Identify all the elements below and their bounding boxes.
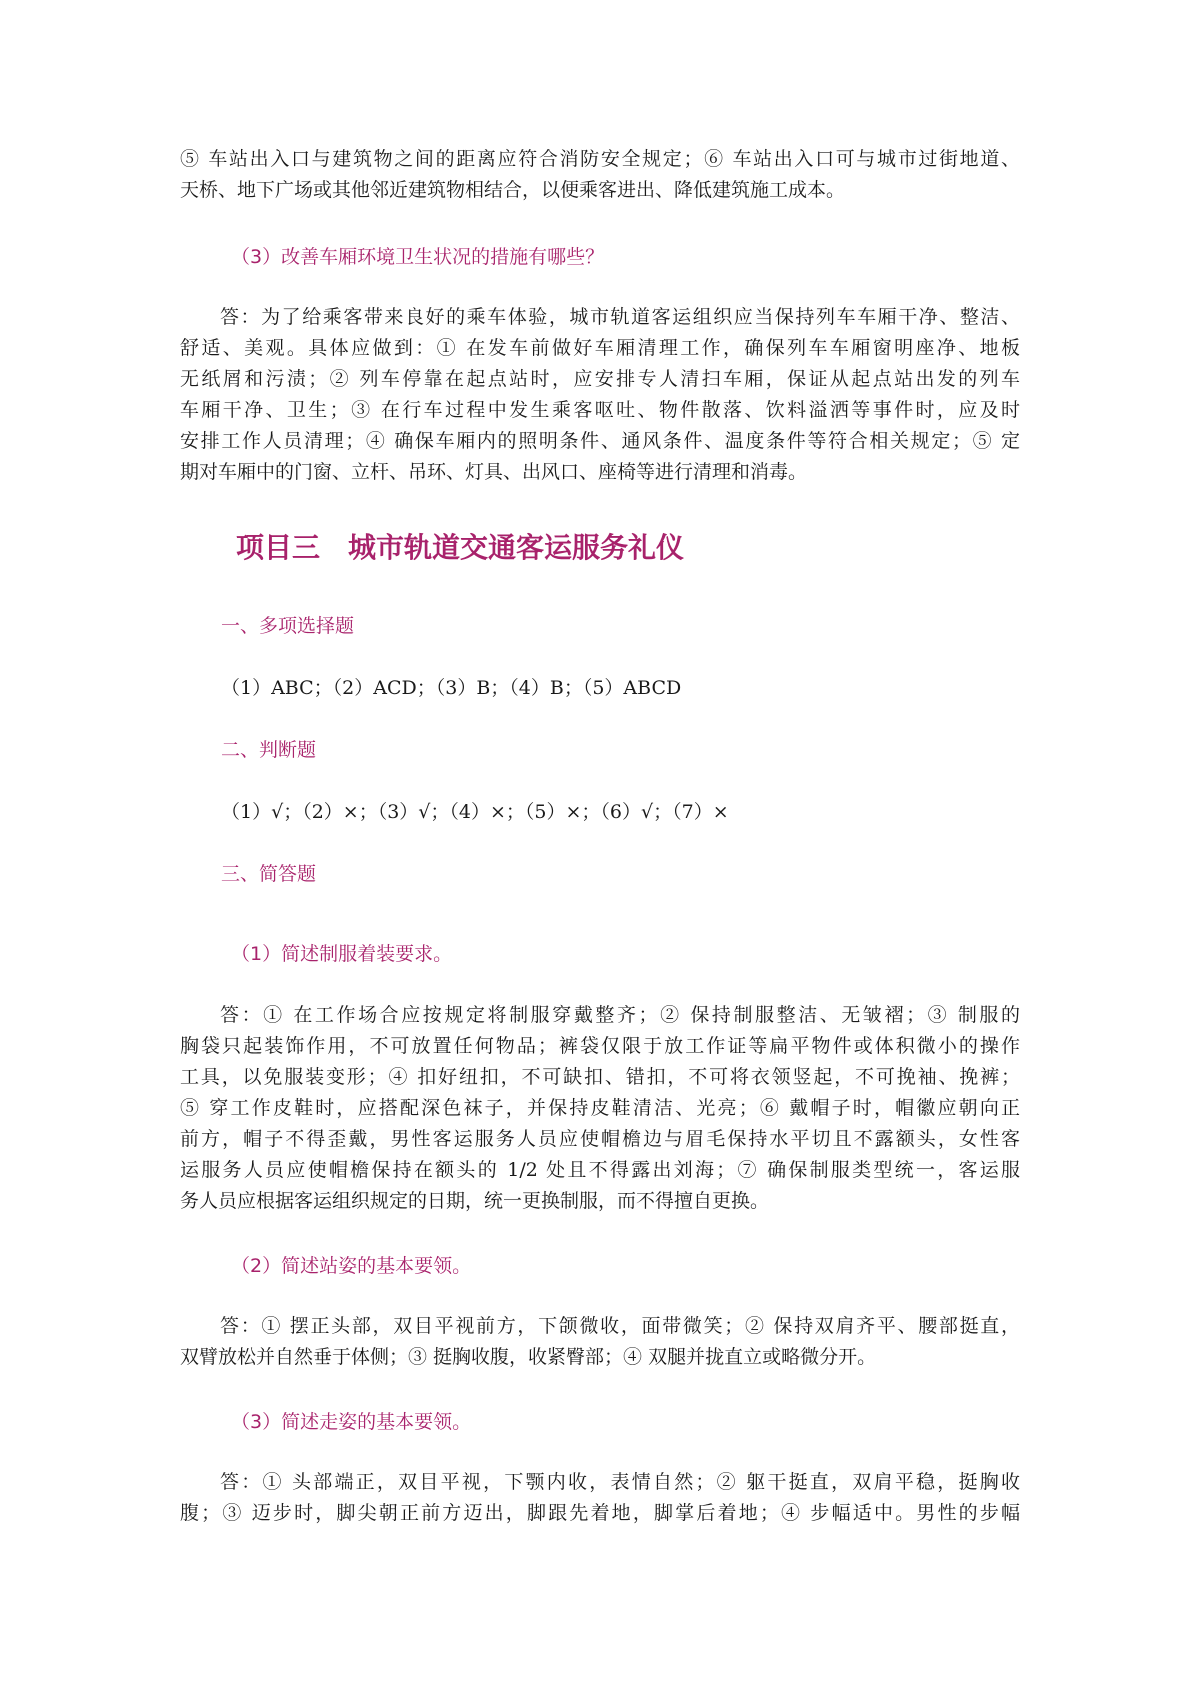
answer-paragraph-walking [180,1467,1020,1529]
question-heading-standing: （2）简述站姿的基本要领。 [231,1255,472,1277]
section-heading-multiple-choice: 一、多项选择题 [221,615,355,637]
text-line: 舒适、美观。具体应做到：① 在发车前做好车厢清理工作，确保列车车厢窗明座净、地板 [180,337,1020,359]
text-line: 答：① 在工作场合应按规定将制服穿戴整齐；② 保持制服整洁、无皱褶；③ 制服的 [220,1004,1020,1026]
text-line: 前方，帽子不得歪戴，男性客运服务人员应使帽檐边与眉毛保持水平切且不露额头，女性客 [180,1128,1020,1150]
text-line: 务人员应根据客运组织规定的日期，统一更换制服，而不得擅自更换。 [180,1190,770,1212]
text-line: 车厢干净、卫生；③ 在行车过程中发生乘客呕吐、物件散落、饮料溢洒等事件时，应及时 [180,399,1020,421]
text-line: 答：① 摆正头部，双目平视前方，下颌微收，面带微笑；② 保持双肩齐平、腰部挺直， [220,1315,1020,1337]
multiple-choice-answers: （1）ABC；（2）ACD；（3）B；（4）B；（5）ABCD [221,677,682,699]
text-line: 工具，以免服装变形；④ 扣好纽扣，不可缺扣、错扣，不可将衣领竖起，不可挽袖、挽裤； [180,1066,1020,1088]
text-line: 安排工作人员清理；④ 确保车厢内的照明条件、通风条件、温度条件等符合相关规定；⑤ 定 [180,430,1020,452]
text-line: ⑤ 穿工作皮鞋时，应搭配深色袜子，并保持皮鞋清洁、光亮；⑥ 戴帽子时，帽徽应朝向正 [180,1097,1020,1119]
question-heading-3: （3）改善车厢环境卫生状况的措施有哪些？ [231,246,605,268]
text-line: 期对车厢中的门窗、立杆、吊环、灯具、出风口、座椅等进行清理和消毒。 [180,461,808,483]
text-line: 无纸屑和污渍；② 列车停靠在起点站时，应安排专人清扫车厢，保证从起点站出发的列车 [180,368,1020,390]
question-heading-uniform: （1）简述制服着装要求。 [231,943,453,965]
section-heading-true-false: 二、判断题 [221,739,317,761]
project-title: 项目三 城市轨道交通客运服务礼仪 [236,531,685,564]
text-line: 运服务人员应使帽檐保持在额头的 1/2 处且不得露出刘海；⑦ 确保制服类型统一，客运服 [180,1159,1020,1181]
true-false-answers: （1）√；（2）×；（3）√；（4）×；（5）×；（6）√；（7）× [221,801,729,823]
text-line: 天桥、地下广场或其他邻近建筑物相结合，以便乘客进出、降低建筑施工成本。 [180,179,846,201]
text-line: 答：为了给乘客带来良好的乘车体验，城市轨道客运组织应当保持列车车厢干净、整洁、 [220,306,1020,328]
text-line: 双臂放松并自然垂于体侧；③ 挺胸收腹，收紧臀部；④ 双腿并拢直立或略微分开。 [180,1346,877,1368]
answer-paragraph-standing [180,1311,1020,1373]
text-line: 腹；③ 迈步时，脚尖朝正前方迈出，脚跟先着地，脚掌后着地；④ 步幅适中。男性的步幅 [180,1502,1020,1524]
section-heading-short-answer: 三、简答题 [221,863,317,885]
answer-paragraph-uniform [180,1000,1020,1217]
question-heading-walking: （3）简述走姿的基本要领。 [231,1411,472,1433]
text-line: 胸袋只起装饰作用，不可放置任何物品；裤袋仅限于放工作证等扁平物件或体积微小的操作 [180,1035,1020,1057]
text-line: ⑤ 车站出入口与建筑物之间的距离应符合消防安全规定；⑥ 车站出入口可与城市过街地道、 [180,148,1020,170]
answer-paragraph-carriage-hygiene [180,302,1020,488]
text-line: 答：① 头部端正，双目平视，下颚内收，表情自然；② 躯干挺直，双肩平稳，挺胸收 [220,1471,1020,1493]
paragraph-entrance-rules [180,144,1020,206]
